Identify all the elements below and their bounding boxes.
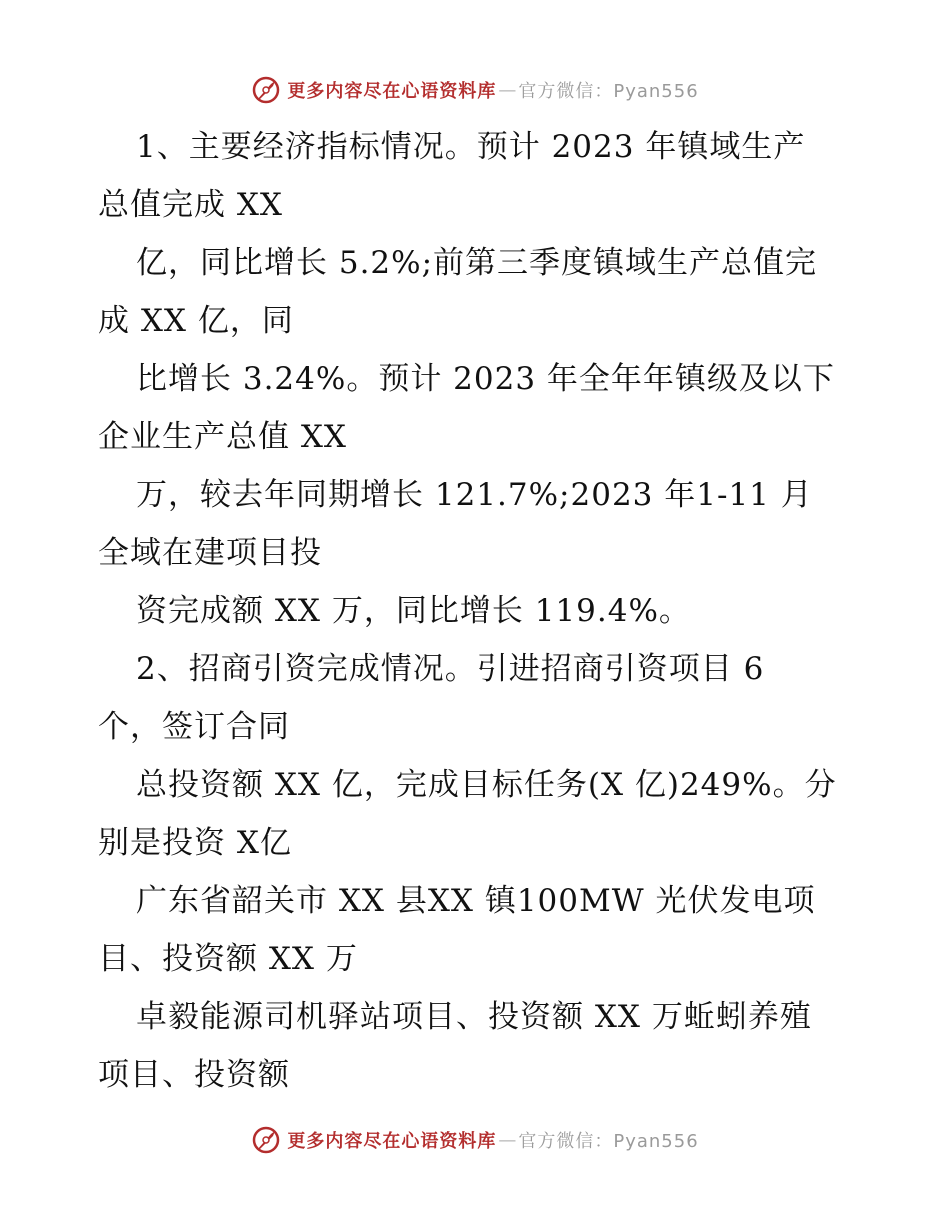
paragraph-2-line-1: 2、招商引资完成情况。引进招商引资项目 6 <box>136 651 765 687</box>
watermark-main-text: 更多内容尽在心语资料库 <box>287 81 497 102</box>
paragraph-1-line-6: 企业生产总值 XX <box>98 419 347 455</box>
watermark-main-text: 更多内容尽在心语资料库 <box>287 1131 497 1152</box>
paragraph-1-line-4: 成 XX 亿，同 <box>98 303 294 339</box>
paragraph-1-line-2: 总值完成 XX <box>98 187 283 223</box>
paragraph-2-line-6: 目、投资额 XX 万 <box>98 941 358 977</box>
paragraph-1-line-1: 1、主要经济指标情况。预计 2023 年镇域生产 <box>136 129 806 165</box>
paragraph-2-line-3: 总投资额 XX 亿，完成目标任务(X 亿)249%。分 <box>136 767 837 803</box>
watermark-wechat-text: 官方微信：Pyan556 <box>518 1131 699 1152</box>
paragraph-1-line-3: 亿，同比增长 5.2%;前第三季度镇域生产总值完 <box>136 245 818 281</box>
paragraph-1-line-7: 万，较去年同期增长 121.7%;2023 年1-11 月 <box>136 477 813 513</box>
paragraph-1-line-5: 比增长 3.24%。预计 2023 年全年年镇级及以下 <box>136 361 835 397</box>
paragraph-2-line-5: 广东省韶关市 XX 县XX 镇100MW 光伏发电项 <box>136 883 816 919</box>
watermark-separator: — <box>498 1129 517 1151</box>
quill-pen-logo-icon <box>251 1125 281 1155</box>
watermark-wechat-text: 官方微信：Pyan556 <box>518 81 699 102</box>
page-footer-watermark <box>0 1120 950 1160</box>
paragraph-2-line-4: 别是投资 X亿 <box>98 825 292 861</box>
watermark-separator: — <box>498 79 517 101</box>
paragraph-2-line-8: 项目、投资额 <box>98 1057 290 1093</box>
paragraph-2-line-7: 卓毅能源司机驿站项目、投资额 XX 万蚯蚓养殖 <box>136 999 812 1035</box>
document-body <box>98 118 868 1104</box>
paragraph-2-line-2: 个，签订合同 <box>98 709 290 745</box>
quill-pen-logo-icon <box>251 75 281 105</box>
paragraph-1-line-8: 全域在建项目投 <box>98 535 322 571</box>
page-header-watermark <box>0 70 950 110</box>
paragraph-1-line-9: 资完成额 XX 万，同比增长 119.4%。 <box>136 593 691 629</box>
